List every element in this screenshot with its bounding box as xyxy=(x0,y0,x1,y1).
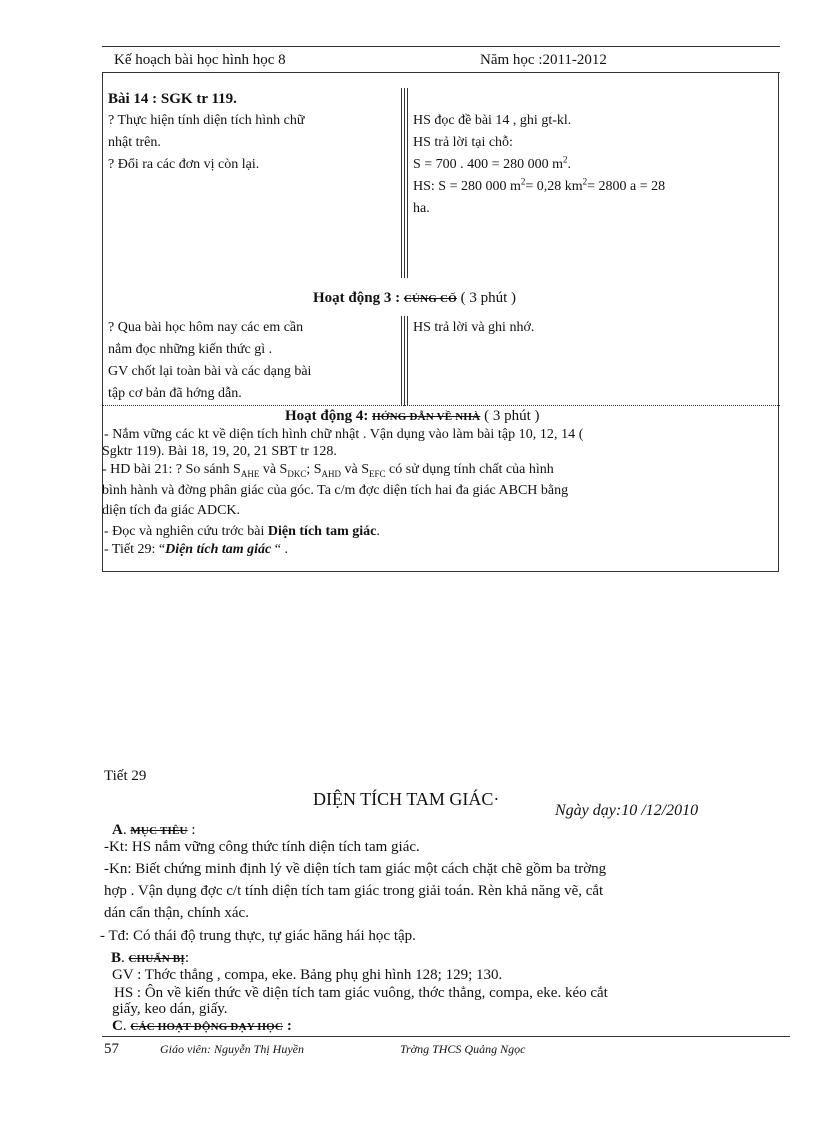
objective-skill-line-2: hợp . Vận dụng đợc c/t tính diện tích tam giác trong giải toán. Rèn khả năng vẽ, cắt xyxy=(104,883,604,899)
header-course: Kế hoạch bài học hình học 8 xyxy=(114,52,286,68)
review-question: ? Qua bài học hôm nay các em cần xyxy=(108,320,304,335)
question-1-line-2: nhật trên. xyxy=(108,135,161,150)
prep-teacher: GV : Thớc thẳng , compa, eke. Bảng phụ ghi hình 128; 129; 130. xyxy=(112,967,503,983)
answer-line-3: S = 700 . 400 = 280 000 $m^2$. xyxy=(413,154,571,172)
footer-school: Trờng THCS Quảng Ngọc xyxy=(400,1042,526,1056)
review-question-cont: nắm đọc những kiến thức gì . xyxy=(108,342,273,357)
activity-4-name: HỚNG DẪN VỀ NHÀ xyxy=(372,411,481,423)
homework-line-4: bình hành và đờng phân giác của góc. Ta c/m đợc diện tích hai đa giác ABCH bằng xyxy=(102,483,569,498)
table2-divider-a xyxy=(401,316,402,406)
header-rule xyxy=(102,46,780,47)
lesson-title: DIỆN TÍCH TAM GIÁC· xyxy=(313,789,500,809)
prep-student-line-2: giấy, keo dán, giấy. xyxy=(112,1001,228,1017)
objective-skill-line-3: dán cẩn thận, chính xác. xyxy=(104,905,249,921)
homework-line-7: - Tiết 29: “Diện tích tam giác “ . xyxy=(104,542,288,557)
table2-divider-c xyxy=(407,316,408,406)
table2-divider-b xyxy=(404,316,405,406)
objective-knowledge: -Kt: HS nắm vững công thức tính diện tích tam giác. xyxy=(104,839,420,855)
lesson-period: Tiết 29 xyxy=(104,768,147,784)
table1-divider-c xyxy=(407,88,408,278)
prep-student-line-1: HS : Ôn về kiến thức về diện tích tam giác vuông, thớc thẳng, compa, eke. kéo cắt xyxy=(114,985,608,1001)
table2-bottom-border xyxy=(102,405,780,406)
table1-top-border xyxy=(102,72,780,73)
section-c-heading: C. CÁC HOẠT ĐỘNG DẠY HỌC : xyxy=(112,1018,292,1034)
homework-line-3: - HD bài 21: ? So sánh $S_{AHE}$ và $S_{DKC}$; $S_{AHD}$ và $S_{EFC}$ có sử dụng tính chất của hình xyxy=(102,462,554,479)
homework-line-2: Sgktr 119). Bài 18, 19, 20, 21 SBT tr 128. xyxy=(102,444,337,459)
homework-line-5: diện tích đa giác ADCK. xyxy=(102,503,241,518)
table1-divider-b xyxy=(404,88,405,278)
footer-teacher: Giáo viên: Nguyễn Thị Huyền xyxy=(160,1042,304,1056)
teacher-summary-cont: tập cơ bản đã hớng dẫn. xyxy=(108,386,242,401)
student-response: HS trả lời và ghi nhớ. xyxy=(413,320,535,335)
table-bottom-border xyxy=(102,571,779,572)
homework-line-1: - Nắm vững các kt về diện tích hình chữ nhật . Vận dụng vào làm bài tập 10, 12, 14 ( xyxy=(104,427,584,442)
answer-line-1: HS đọc đề bài 14 , ghi gt-kl. xyxy=(413,113,572,128)
footer-rule xyxy=(102,1036,790,1037)
activity-3-name: CỦNG CỐ xyxy=(403,293,457,305)
question-2: ? Đổi ra các đơn vị còn lại. xyxy=(108,157,260,172)
teacher-summary: GV chốt lại toàn bài và các dạng bài xyxy=(108,364,312,379)
question-1-line-1: ? Thực hiện tính diện tích hình chữ xyxy=(108,113,305,128)
header-school-year: Năm học :2011-2012 xyxy=(480,52,607,68)
page-number: 57 xyxy=(104,1041,119,1057)
activity-3-heading: Hoạt động 3 : CỦNG CỐ ( 3 phút ) xyxy=(313,290,517,306)
objective-skill-line-1: -Kn: Biết chứng minh định lý về diện tích tam giác một cách chặt chẽ gồm ba trờng xyxy=(104,861,607,877)
answer-line-4: HS: S = 280 000 $m^2= 0,28$ $km^2= 2800$ a = 28 xyxy=(413,176,666,194)
section-a-heading: A. MỤC TIÊU : xyxy=(112,822,196,838)
section-b-heading: B. CHUẨN BỊ: xyxy=(111,950,189,966)
homework-line-6: - Đọc và nghiên cứu trớc bài Diện tích tam giác. xyxy=(104,524,380,539)
lesson-date: Ngày dạy:10 /12/2010 xyxy=(555,802,699,819)
activity-4-heading: Hoạt động 4: HỚNG DẪN VỀ NHÀ ( 3 phút ) xyxy=(285,408,540,424)
answer-line-5: ha. xyxy=(413,201,430,216)
objective-attitude: - Tđ: Có thái độ trung thực, tự giác hăng hái học tập. xyxy=(100,928,416,944)
table-right-border xyxy=(778,72,779,572)
exercise-title: Bài 14 : SGK tr 119. xyxy=(108,91,237,107)
table1-divider-a xyxy=(401,88,402,278)
answer-line-2: HS trả lời tại chỗ: xyxy=(413,135,513,150)
